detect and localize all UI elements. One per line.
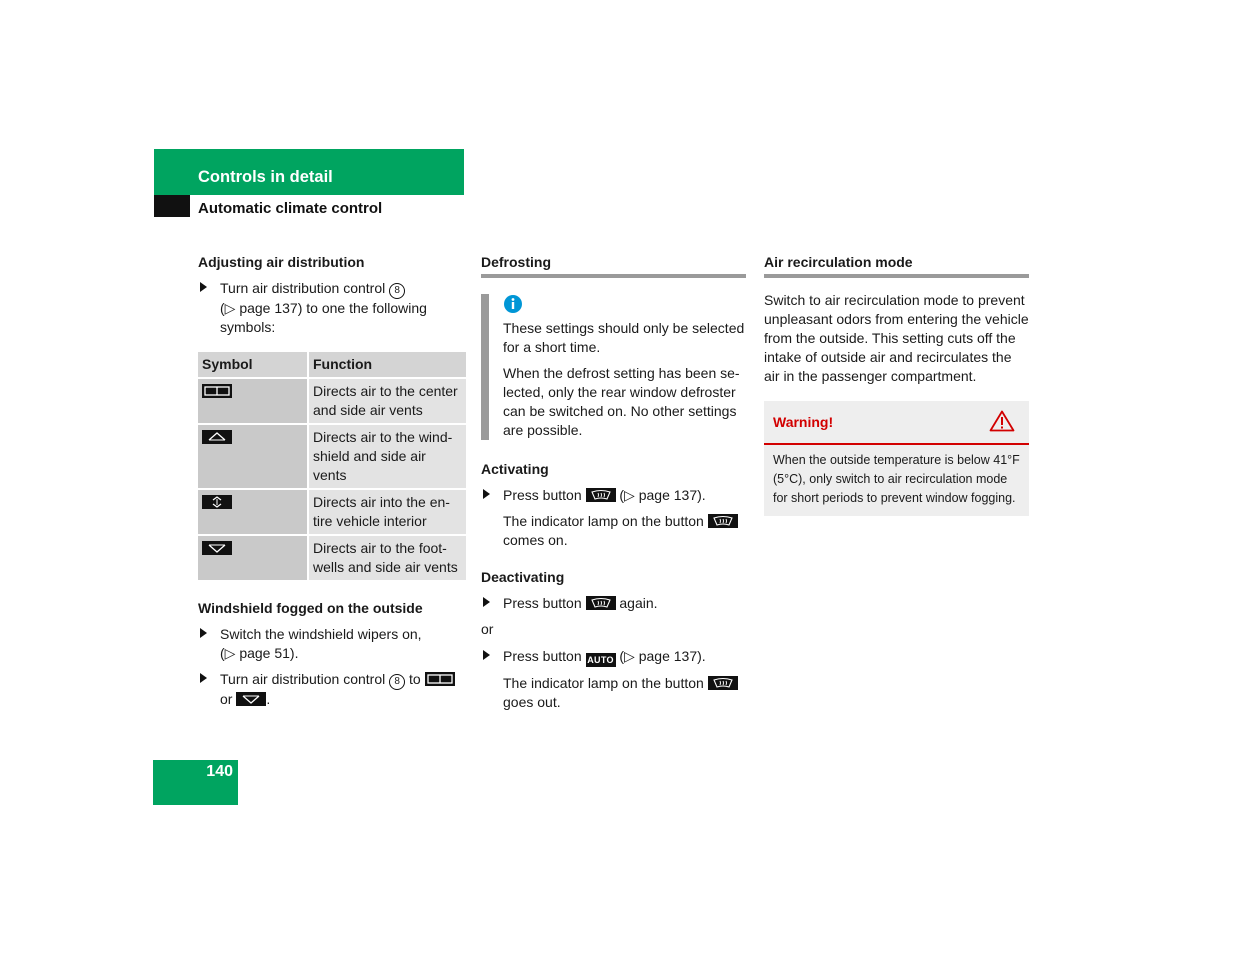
warning-triangle-icon xyxy=(989,410,1015,432)
step-deactivate-defrost: Press button again. xyxy=(481,594,746,613)
bullet-arrow-icon xyxy=(200,673,207,683)
activate-note: The indicator lamp on the button comes on. xyxy=(481,512,746,550)
defrost-button-icon xyxy=(708,676,738,690)
control-number-icon: 8 xyxy=(389,674,405,690)
warning-title: Warning! xyxy=(773,414,834,430)
table-header-row xyxy=(198,352,466,378)
table-header-function: Function xyxy=(308,352,466,378)
footwell-vents-icon xyxy=(236,692,266,706)
column-left xyxy=(198,253,466,709)
defrost-button-icon xyxy=(586,488,616,502)
bullet-arrow-icon xyxy=(200,282,207,292)
heading-activating: Activating xyxy=(481,461,549,477)
page-subtitle: Automatic climate control xyxy=(198,200,383,217)
deactivate-note: The indicator lamp on the button goes out. xyxy=(481,674,746,712)
recirculation-paragraph: Switch to air recirculation mode to prevent unpleasant odors from entering the vehicle from the outside. This setting cuts off the intake of outside air and recirculates the air in the passenger compartment. xyxy=(764,292,1029,384)
info-text-2: When the defrost setting has been se-lected, only the rear window defroster can be switched on. No other settings are possible. xyxy=(503,365,740,438)
header-marker xyxy=(154,195,190,217)
step-wipers: Switch the windshield wipers on, (▷ page 51). xyxy=(198,625,466,663)
auto-button-icon: AUTO xyxy=(587,655,614,665)
page-number: 140 xyxy=(206,763,233,780)
table-header-symbol: Symbol xyxy=(198,352,308,378)
info-box xyxy=(481,294,746,440)
step-press-auto: Press button AUTO (▷ page 137). xyxy=(481,647,746,667)
section-title: Controls in detail xyxy=(198,168,333,186)
function-text: Directs air to the wind-shield and side air vents xyxy=(308,424,466,489)
step-activate-defrost: Press button (▷ page 137). xyxy=(481,486,746,505)
defrost-button-icon xyxy=(586,596,616,610)
table-row xyxy=(198,535,466,581)
table-row xyxy=(198,489,466,535)
table-row xyxy=(198,378,466,424)
heading-windshield-fogged: Windshield fogged on the outside xyxy=(198,600,423,616)
heading-air-distribution: Adjusting air distribution xyxy=(198,254,365,270)
column-middle xyxy=(481,253,746,712)
table-row xyxy=(198,424,466,489)
info-bar xyxy=(481,294,489,440)
bullet-arrow-icon xyxy=(200,628,207,638)
windshield-vents-icon xyxy=(202,430,232,444)
or-text: or xyxy=(481,621,494,637)
entire-interior-icon xyxy=(202,495,232,509)
warning-box xyxy=(764,401,1029,516)
bullet-arrow-icon xyxy=(483,597,490,607)
bullet-arrow-icon xyxy=(483,489,490,499)
heading-deactivating: Deactivating xyxy=(481,569,565,585)
function-text: Directs air to the foot-wells and side air vents xyxy=(308,535,466,581)
function-text: Directs air into the en-tire vehicle interior xyxy=(308,489,466,535)
step-turn-control-defog: Turn air distribution control 8 to or . xyxy=(198,670,466,709)
bullet-arrow-icon xyxy=(483,650,490,660)
warning-header xyxy=(764,401,1029,445)
center-vents-icon xyxy=(202,384,232,398)
defrost-button-icon xyxy=(708,514,738,528)
footwell-vents-icon xyxy=(202,541,232,555)
warning-body: When the outside temperature is below 41°F (5°C), only switch to air recirculation mode for short periods to prevent window fogging. xyxy=(773,453,1020,505)
heading-defrosting: Defrosting xyxy=(481,253,746,278)
step-turn-control: Turn air distribution control 8 (▷ page 137) to one the following symbols: xyxy=(198,279,466,337)
info-icon xyxy=(503,294,523,314)
function-text: Directs air to the center and side air vents xyxy=(308,378,466,424)
column-right xyxy=(764,253,1029,516)
symbol-table xyxy=(198,352,466,582)
info-text-1: These settings should only be selected for a short time. xyxy=(503,320,745,355)
center-vents-icon xyxy=(425,672,455,686)
heading-air-recirculation: Air recirculation mode xyxy=(764,253,1029,278)
control-number-icon: 8 xyxy=(389,283,405,299)
